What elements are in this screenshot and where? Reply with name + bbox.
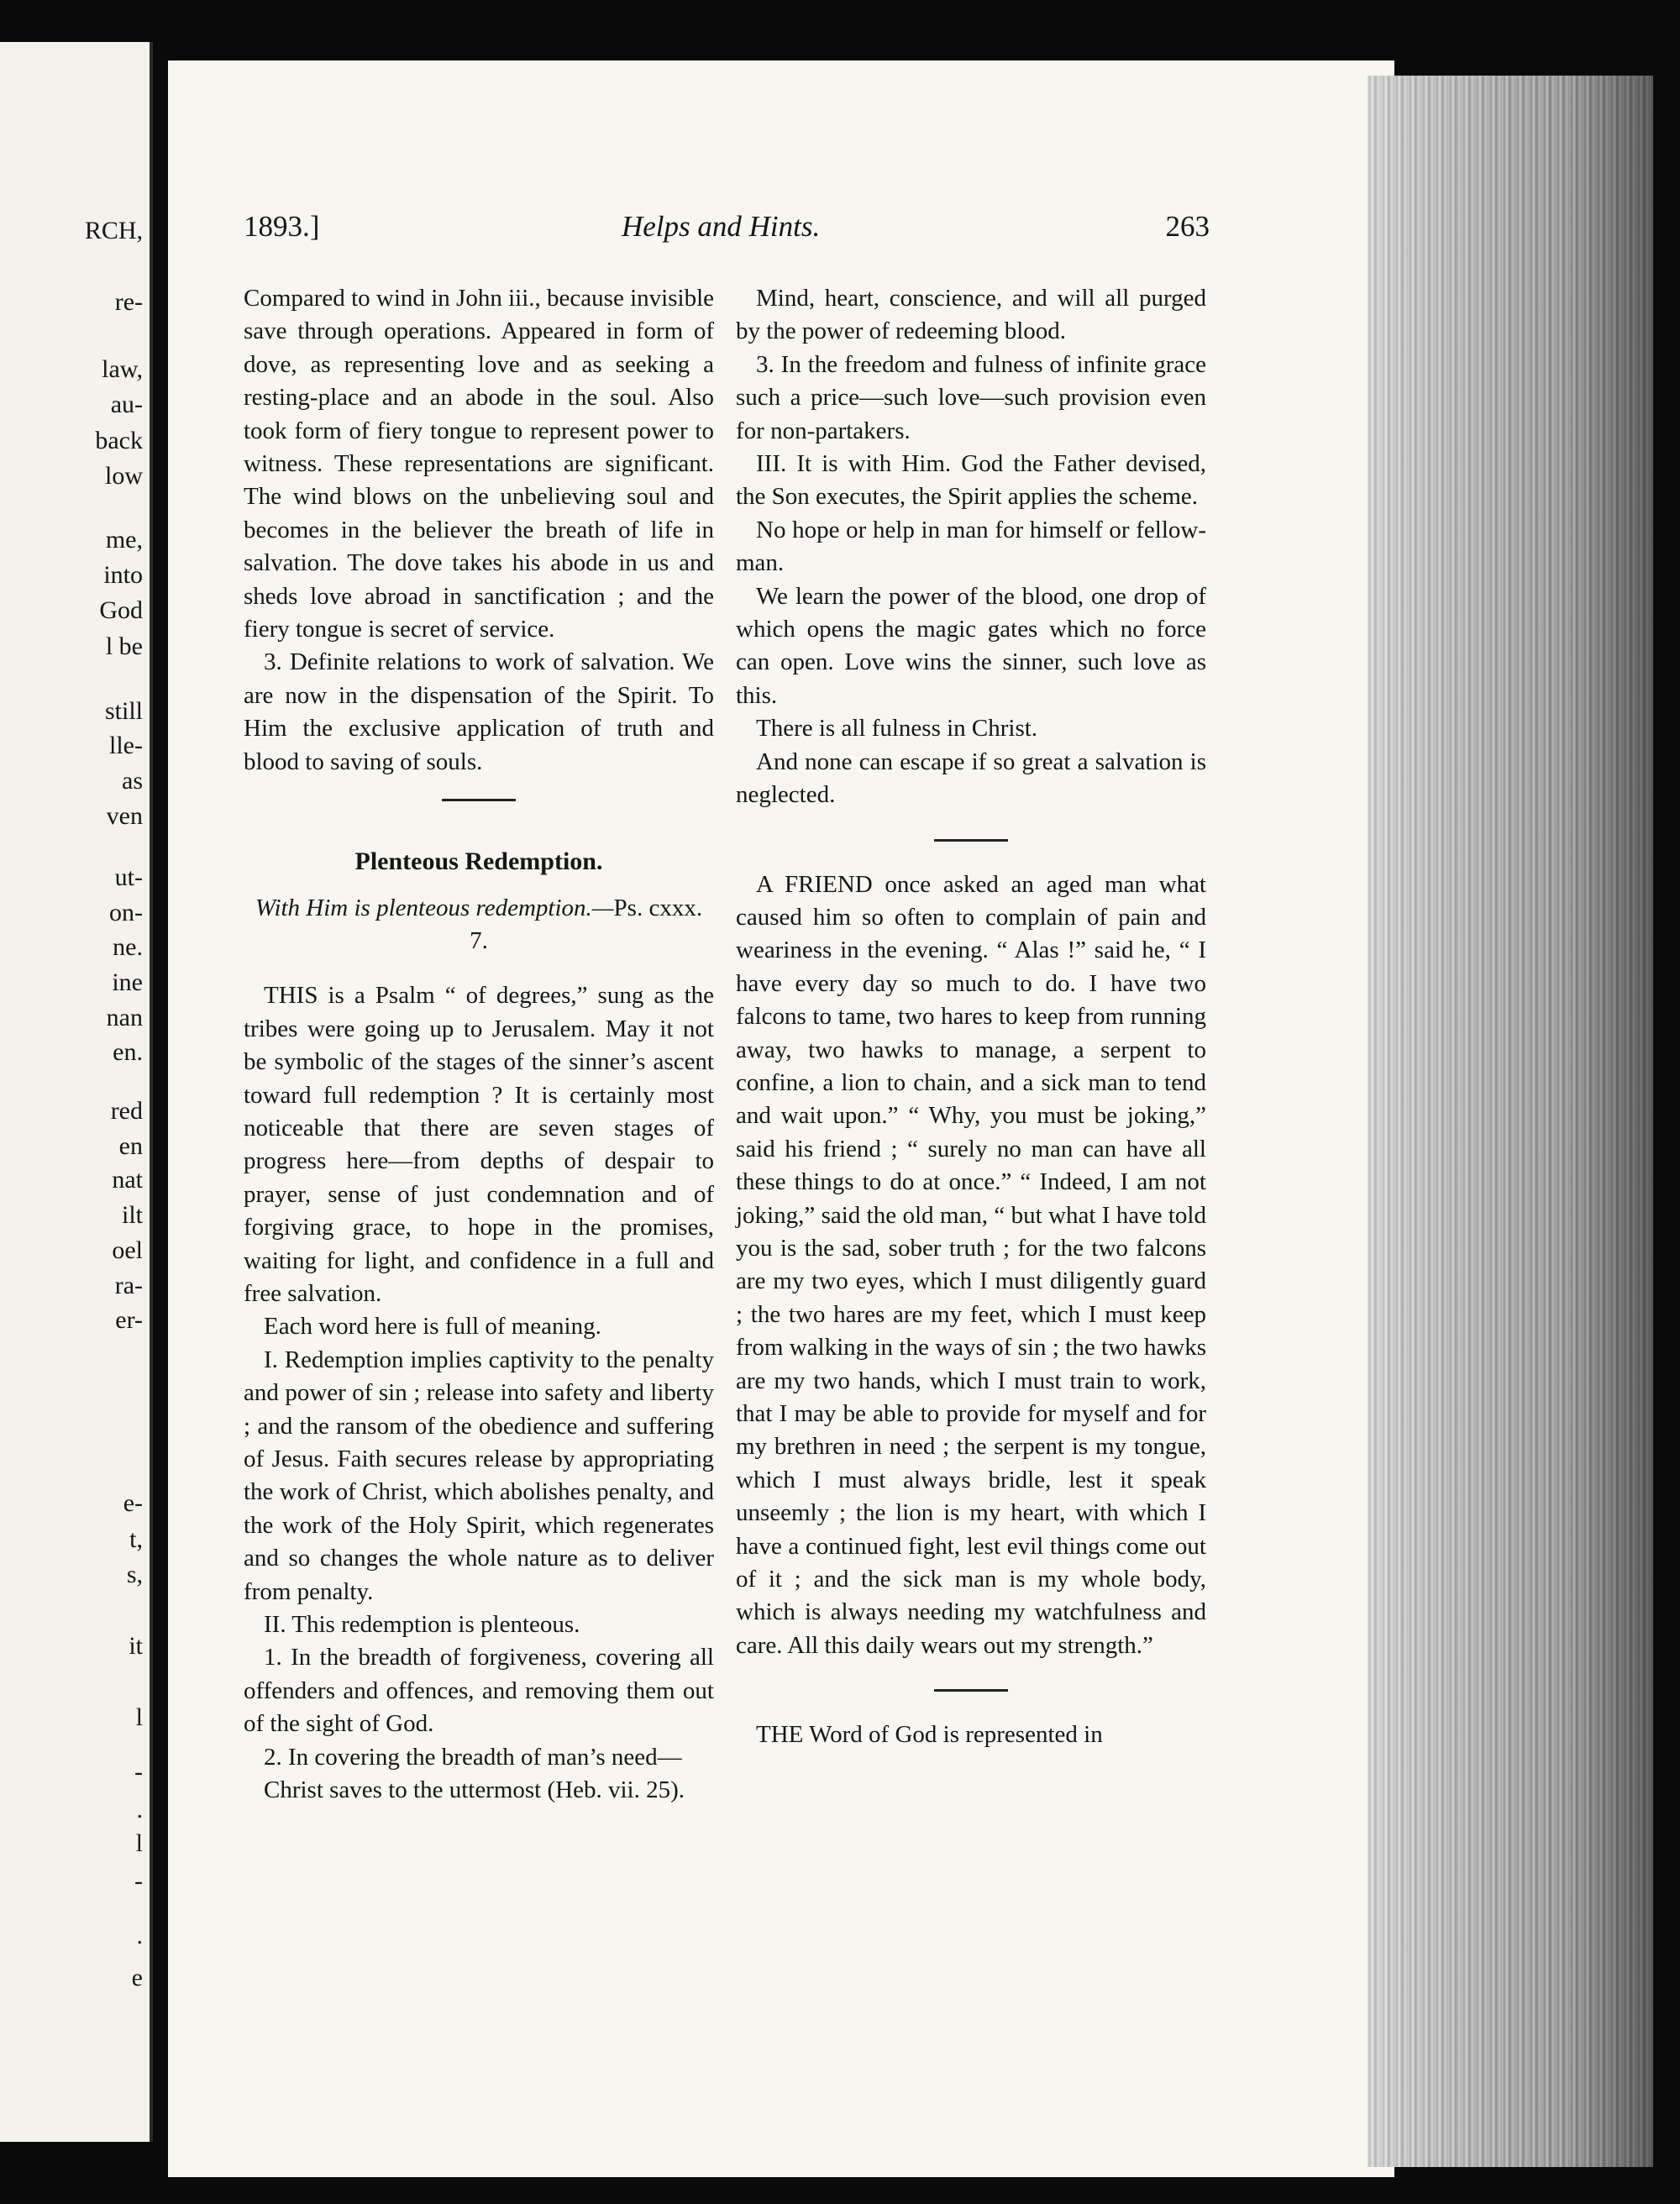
facing-page-text-fragment: me, (105, 526, 143, 554)
paragraph: 3. In the freedom and fulness of infinite grace such a price—such love—such provision even for non-partakers. (736, 350, 1206, 444)
paragraph: III. It is with Him. God the Father devised, the Son executes, the Spirit applies the scheme. (736, 450, 1206, 511)
paragraph: I. Redemption implies captivity to the penalty and power of sin ; release into safety and liberty ; and the ransom of the obedience and suffering of Jesus. Faith secures release by appropriating the work of Christ, which abolishes penalty, and the work of the Holy Spirit, which regenerates and so changes the whole nature as to deliver from penalty. (244, 1346, 714, 1605)
running-header (244, 210, 1210, 252)
paragraph: THIS is a Psalm “ of degrees,” sung as the tribes were going up to Jerusalem. May it not be symbolic of the stages of the sinner’s ascent toward full redemption ? It is certainly most noticeable that there are seven stages of progress here—from depths of despair to prayer, sense of just condemnation and of forgiving grace, to hope in the promises, waiting for light, and confidence in a full and free salvation. (244, 982, 714, 1307)
facing-page-text-fragment: RCH, (84, 217, 143, 244)
facing-page-text-fragment: en (118, 1132, 143, 1160)
facing-page-text-fragment: - (134, 1867, 143, 1895)
facing-page-text-fragment: ven (106, 802, 143, 830)
facing-page-text-fragment: on- (109, 899, 143, 926)
section-divider (934, 839, 1008, 842)
facing-page-text-fragment: red (110, 1097, 143, 1125)
paragraph: Christ saves to the uttermost (Heb. vii. 25). (264, 1776, 685, 1804)
facing-page-text-fragment: still (104, 697, 143, 725)
paragraph: 1. In the breadth of forgiveness, covering all offenders and offences, and removing them out of the sight of God. (244, 1644, 714, 1738)
page-number: 263 (1165, 210, 1210, 243)
header-title: Helps and Hints. (622, 210, 821, 243)
left-column (244, 282, 714, 1807)
facing-page-text-fragment: law, (102, 355, 143, 383)
facing-page-text-fragment: ne. (113, 933, 143, 961)
facing-page-edge (0, 42, 153, 2142)
facing-page-text-fragment: en. (113, 1038, 143, 1066)
book-fore-edge-shade (1368, 76, 1653, 2167)
facing-page-text-fragment: er- (115, 1306, 143, 1334)
facing-page-text-fragment: back (95, 427, 143, 454)
facing-page-text-fragment: into (103, 561, 143, 589)
section-divider (442, 799, 516, 801)
facing-page-text-fragment: . (136, 1796, 143, 1824)
facing-page-text-fragment: it (129, 1632, 143, 1660)
facing-page-text-fragment: l (135, 1703, 143, 1731)
epigraph-reference: Ps. cxxx. 7. (470, 894, 703, 954)
paragraph: We learn the power of the blood, one drop of which opens the magic gates which no force can open. Love wins the sinner, such love as this. (736, 582, 1206, 709)
facing-page-text-fragment: l be (105, 632, 143, 660)
facing-page-text-fragment: l (135, 1829, 143, 1857)
facing-page-text-fragment: e (131, 1964, 143, 1991)
paragraph: 2. In covering the breadth of man’s need— (264, 1743, 682, 1771)
facing-page-text-fragment: lle- (109, 732, 143, 759)
facing-page-text-fragment: nat (112, 1166, 143, 1194)
epigraph (244, 892, 714, 958)
facing-page-text-fragment: e- (123, 1489, 143, 1517)
facing-page-text-fragment: . (136, 1922, 143, 1949)
facing-page-text-fragment: re- (114, 288, 143, 316)
facing-page-text-fragment: low (105, 462, 143, 490)
facing-page-text-fragment: - (134, 1758, 143, 1786)
facing-page-text-fragment: ra- (114, 1272, 143, 1299)
facing-page-text-fragment: ine (112, 968, 143, 996)
right-column (736, 282, 1206, 1752)
section-divider (934, 1689, 1008, 1692)
facing-page-text-fragment: ut- (114, 863, 143, 891)
epigraph-text: With Him is plenteous redemption.— (255, 894, 614, 921)
paragraph: Each word here is full of meaning. (264, 1313, 601, 1341)
paragraph: There is all fulness in Christ. (756, 715, 1038, 743)
facing-page-text-fragment: ilt (121, 1201, 143, 1229)
header-year: 1893.] (244, 210, 320, 243)
paragraph: II. This redemption is plenteous. (264, 1611, 580, 1639)
facing-page-text-fragment: t, (129, 1525, 143, 1553)
paragraph: And none can escape if so great a salvation is neglected. (736, 748, 1206, 809)
section-heading: Plenteous Redemption. (354, 847, 603, 876)
facing-page-text-fragment: oel (112, 1236, 143, 1264)
facing-page-text-fragment: God (99, 596, 143, 624)
facing-page-text-fragment: as (122, 767, 143, 795)
facing-page-text-fragment: au- (110, 391, 143, 418)
paragraph: Compared to wind in John iii., because invisible save through operations. Appeared in form of dove, as representing love and as seeking a resting-place and an abode in the soul. Also took form of fiery tongue to represent power to witness. These representations are significant. The wind blows on the unbelieving soul and becomes in the believer the breath of life in salvation. The dove takes his abode in us and sheds love abroad in sanctification ; and the fiery tongue is secret of service. (244, 285, 714, 643)
paragraph: Mind, heart, conscience, and will all purged by the power of redeeming blood. (736, 285, 1206, 345)
paragraph: No hope or help in man for himself or fellow-man. (736, 516, 1206, 577)
facing-page-text-fragment: nan (106, 1004, 143, 1031)
paragraph: THE Word of God is represented in (756, 1721, 1103, 1749)
paragraph: 3. Definite relations to work of salvation. We are now in the dispensation of the Spirit. To Him the exclusive application of truth and blood to saving of souls. (244, 648, 714, 775)
paragraph: A FRIEND once asked an aged man what caused him so often to complain of pain and weariness in the evening. “ Alas !” said he, “ I have every day so much to do. I have two falcons to tame, two hares to keep from running away, two hawks to manage, a serpent to confine, a lion to chain, and a sick man to tend and wait upon.” “ Why, you must be joking,” said his friend ; “ surely no man can have all these things to do at once.” “ Indeed, I am not joking,” said the old man, “ but what I have told you is the sad, sober truth ; for the two falcons are my two eyes, which I must diligently guard ; the two hares are my feet, which I must keep from walking in the ways of sin ; the two hawks are my two hands, which I must train to work, that I may be able to provide for myself and for my brethren in need ; the serpent is my tongue, which I must always bridle, lest it speak unseemly ; the lion is my heart, with which I have a continued fight, lest evil things come out of it ; and the sick man is my whole body, which is always needing my watchfulness and care. All this daily wears out my strength.” (736, 870, 1206, 1659)
facing-page-text-fragment: s, (126, 1561, 143, 1588)
